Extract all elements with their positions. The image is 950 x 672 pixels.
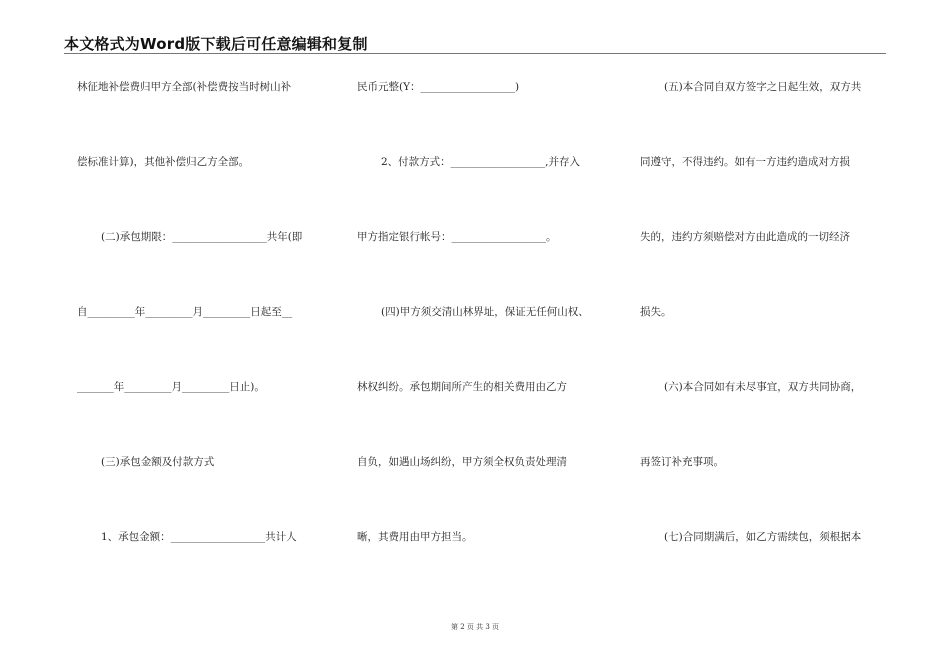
text-line: 偿标准计算)，其他补偿归乙方全部。: [77, 156, 250, 168]
text-line: (六)本合同如有未尽事宜，双方共同协商，: [664, 381, 862, 393]
text-line: 1、承包金额：__________________共计人: [101, 531, 297, 543]
text-line: (四)甲方须交清山林界址，保证无任何山权、: [381, 306, 589, 318]
text-line: (二)承包期限：__________________共年(即: [101, 231, 303, 243]
text-line: 甲方指定银行帐号：__________________。: [357, 231, 557, 243]
text-line: (七)合同期满后，如乙方需续包，须根据本: [664, 531, 862, 543]
text-line: 损失。: [640, 306, 672, 318]
text-line: 2、付款方式：__________________,并存入: [381, 156, 581, 168]
document-header-title: 本文格式为Word版下载后可任意编辑和复制: [64, 35, 368, 53]
text-line: 晰，其费用由甲方担当。: [357, 531, 473, 543]
text-line: 同遵守，不得违约。如有一方违约造成对方损: [640, 156, 850, 168]
text-line: _______年_________月_________日止)。: [77, 381, 265, 393]
text-line: 自负，如遇山场纠纷，甲方须全权负责处理清: [357, 456, 567, 468]
text-line: 失的，违约方须赔偿对方由此造成的一切经济: [640, 231, 850, 243]
text-line: (五)本合同自双方签字之日起生效，双方共: [664, 81, 862, 93]
text-line: 林权纠纷。承包期间所产生的相关费用由乙方: [357, 381, 567, 393]
text-line: 自_________年_________月_________日起至__: [77, 306, 293, 318]
text-line: (三)承包金额及付款方式: [101, 456, 215, 468]
text-line: 再签订补充事项。: [640, 456, 724, 468]
header-divider: [64, 53, 886, 54]
page-number-footer: 第 2 页 共 3 页: [450, 623, 500, 631]
text-line: 民币元整(Y：__________________): [357, 81, 520, 93]
text-line: 林征地补偿费归甲方全部(补偿费按当时树山补: [77, 81, 292, 93]
